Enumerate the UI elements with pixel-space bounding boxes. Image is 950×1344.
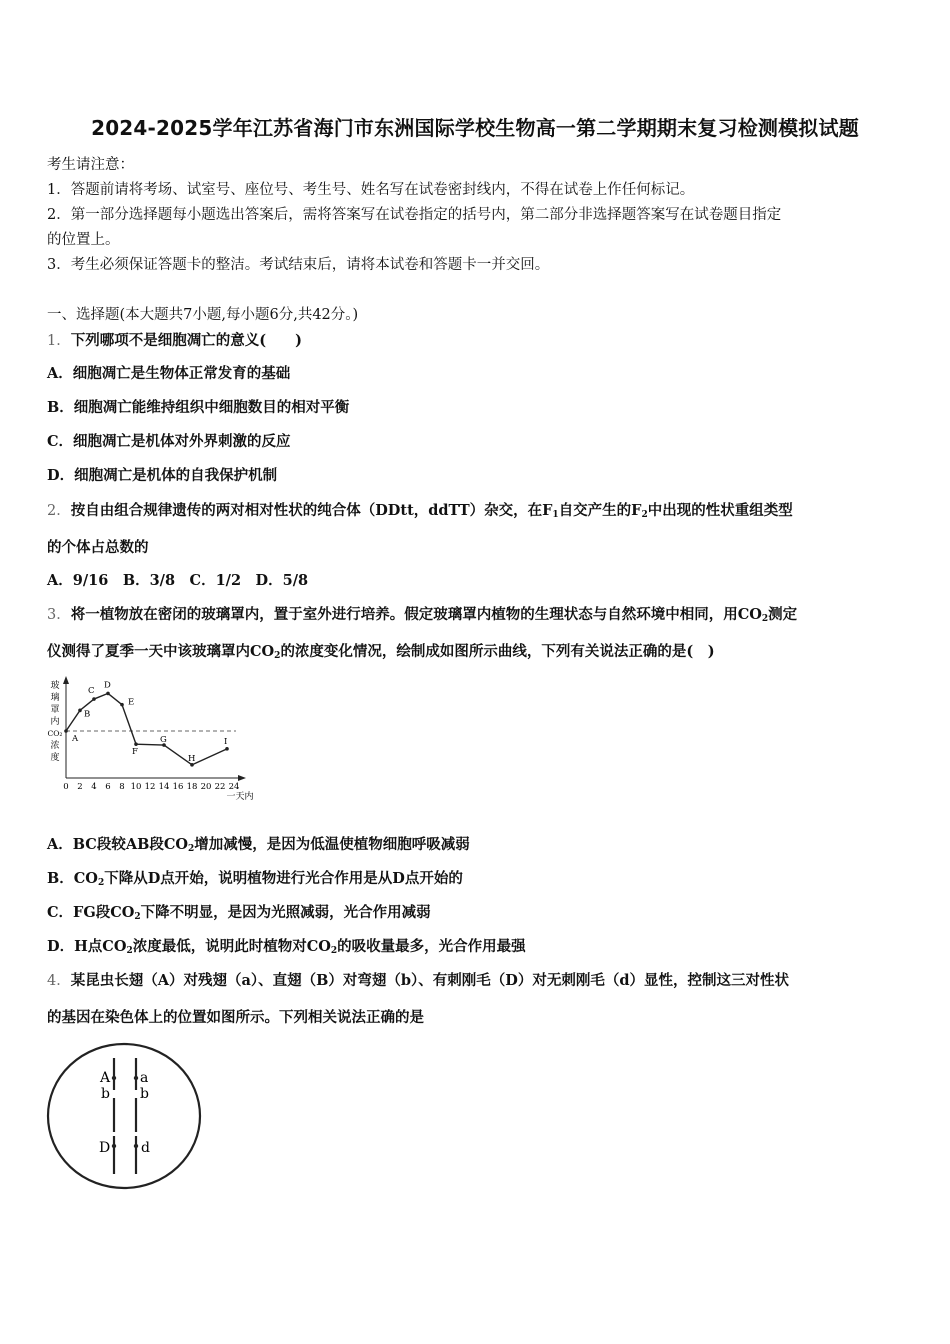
question-text: 测定 [768,606,798,623]
question-3-stem [47,603,797,624]
subscript: 2 [641,510,648,520]
q3-option-a [47,833,470,854]
question-2-stem [47,499,793,520]
y-label-char: 罩 [50,705,60,715]
x-tick-label: 12 [144,782,156,792]
question-number: 3． [47,607,71,623]
notice-item: 2．第一部分选择题每小题选出答案后，需将答案写在试卷指定的括号内，第二部分非选择题答案写在试卷题目指定 [47,207,782,223]
question-1-stem [47,329,302,350]
data-point-a [64,729,68,733]
point-label: B [84,709,91,720]
notice-item: 1．答题前请将考场、试室号、座位号、考生号、姓名写在试卷密封线内，不得在试卷上作任何标记。 [47,182,695,198]
question-2-stem-line2: 的个体占总数的 [47,539,149,556]
gene-label: D [99,1140,111,1156]
q3-option-c [47,901,431,922]
subscript: 2 [188,844,195,854]
x-tick-label: 2 [77,782,83,792]
x-tick-label: 14 [158,782,170,792]
x-tick-label: 16 [172,782,184,792]
subscript: 2 [97,878,105,888]
q3-option-d [47,935,526,956]
question-number: 4． [47,973,71,989]
data-point-d [106,692,110,696]
point-label: G [160,735,167,746]
subscript: 1 [552,510,559,520]
option-text: A．BC段较AB段CO [47,836,188,853]
y-label-char: 内 [50,717,60,727]
gene-locus [134,1144,138,1148]
option-text: C．FG段CO [47,904,135,921]
subscript: 2 [134,912,141,922]
option-text: 增加减慢，是因为低温使植物细胞呼吸减弱 [194,836,470,853]
x-axis-arrow [238,775,246,781]
data-point-i [225,747,229,751]
question-text: 自交产生的F [558,502,642,519]
gene-locus [112,1144,116,1148]
question-text: 将一植物放在密闭的玻璃罩内，置于室外进行培养。假定玻璃罩内植物的生理状态与自然环境中相同，用CO [70,606,762,623]
subscript: 2 [330,946,338,956]
x-tick-label: 18 [186,782,198,792]
x-tick-label: 24 [228,782,240,792]
x-tick-label: 8 [119,782,125,792]
subscript: 2 [126,946,133,956]
point-label: C [88,686,95,697]
point-label: D [104,680,111,691]
q1-option-a: A．细胞凋亡是生物体正常发育的基础 [47,365,291,382]
q1-option-d: D．细胞凋亡是机体的自我保护机制 [47,467,278,484]
question-text: 按自由组合规律遗传的两对相对性状的纯合体（DDtt，ddTT）杂交，在F [70,502,553,519]
x-tick-label: 6 [105,782,111,792]
x-tick-label: 4 [91,782,97,792]
q2-options: A．9/16 B．3/8 C．1/2 D．5/8 [47,572,309,589]
x-axis-label: 一天内 [226,792,254,802]
y-axis-label [48,679,63,763]
option-text: 的吸收量最多，光合作用最强 [337,938,526,955]
y-label-char: CO₂ [47,729,63,738]
question-text: 下列哪项不是细胞凋亡的意义( ) [70,332,302,349]
data-point-f [134,742,138,746]
gene-locus [112,1076,116,1080]
question-number: 1． [47,333,71,349]
question-text: 的浓度变化情况，绘制成如图所示曲线，下列有关说法正确的是( ) [280,643,715,660]
notice-item: 的位置上。 [47,232,120,248]
co2-curve [66,693,227,764]
option-text: B．CO [47,870,98,887]
point-label: I [224,736,228,747]
page-title: 2024-2025学年江苏省海门市东洲国际学校生物高一第二学期期末复习检测模拟试题 [91,116,859,140]
x-tick-label: 22 [214,782,226,792]
chromosome-cell-diagram [44,1038,208,1192]
y-label-char: 浓 [50,741,60,751]
point-label: F [132,747,138,758]
point-label: A [72,734,79,744]
section-heading: 一、选择题(本大题共7小题,每小题6分,共42分。) [47,307,359,323]
data-point-c [92,697,96,701]
y-label-char: 璃 [50,693,60,703]
co2-line-chart [44,672,264,804]
q1-option-b: B．细胞凋亡能维持组织中细胞数目的相对平衡 [47,399,350,416]
question-text: 某昆虫长翅（A）对残翅（a）、直翅（B）对弯翅（b）、有刺刚毛（D）对无刺刚毛（d）显性，控制这三对性状 [70,972,789,989]
gene-label: a [140,1070,149,1086]
question-text: 仪测得了夏季一天中该玻璃罩内CO [47,643,275,660]
notice-item: 3．考生必须保证答题卡的整洁。考试结束后，请将本试卷和答题卡一并交回。 [47,257,550,273]
gene-locus [134,1076,138,1080]
option-text: D．H点CO [47,938,127,955]
y-label-char: 玻 [50,681,60,691]
gene-label: d [141,1140,150,1156]
gene-label: b [101,1086,110,1102]
question-4-stem-line2: 的基因在染色体上的位置如图所示。下列相关说法正确的是 [47,1009,424,1026]
data-point-b [78,709,82,713]
y-label-char: 度 [50,753,60,763]
option-text: 下降从D点开始，说明植物进行光合作用是从D点开始的 [104,870,463,887]
question-text: 中出现的性状重组类型 [647,502,793,519]
gene-label: b [140,1086,149,1102]
data-point-e [120,703,124,707]
x-tick-label: 20 [200,782,212,792]
question-number: 2． [47,503,71,519]
x-tick-label: 0 [63,782,69,792]
q3-option-b [47,867,463,888]
subscript: 2 [274,651,281,661]
x-tick-label: 10 [130,782,142,792]
cell-outline [48,1044,200,1188]
subscript: 2 [761,614,769,624]
notice-heading: 考生请注意： [47,157,134,173]
point-label: H [188,753,196,764]
q1-option-c: C．细胞凋亡是机体对外界刺激的反应 [47,433,291,450]
option-text: 下降不明显，是因为光照减弱，光合作用减弱 [140,904,431,921]
y-axis-arrow [63,676,69,684]
question-4-stem [47,969,789,990]
option-text: 浓度最低，说明此时植物对CO [132,938,331,955]
gene-label: A [100,1070,111,1086]
question-3-stem-line2 [47,640,715,661]
point-label: E [128,697,135,708]
